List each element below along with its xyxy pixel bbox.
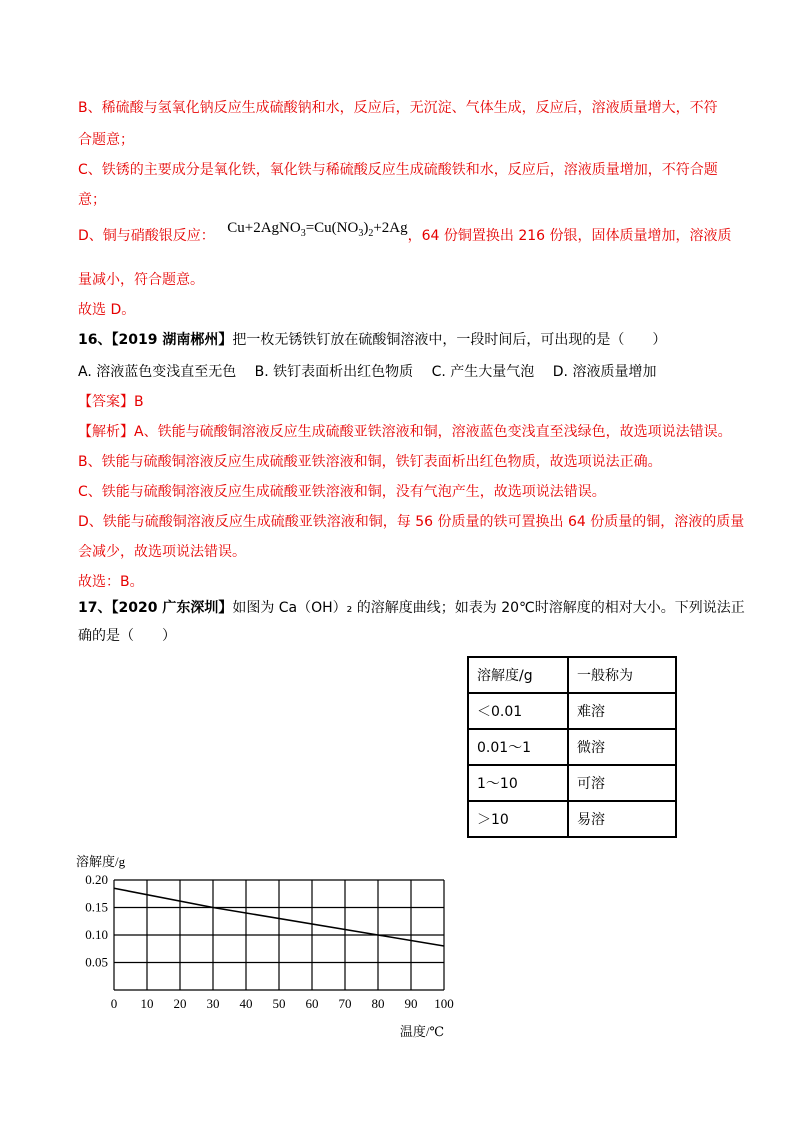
chart-y-tick-label: 0.10 [85, 927, 108, 942]
question-number: 16、 [78, 332, 112, 348]
table-header-row [468, 657, 676, 693]
answer-c-line2: 意； [78, 192, 106, 208]
chart-x-tick-label: 80 [371, 996, 385, 1011]
answer-c-line1: C、铁锈的主要成分是氧化铁，氧化铁与稀硫酸反应生成硫酸铁和水，反应后，溶液质量增加，不符合题 [78, 162, 718, 178]
chart-y-tick-label: 0.05 [85, 954, 108, 970]
question-17-line2: 确的是（ ） [78, 628, 176, 644]
table-cell: ＞10 [468, 801, 568, 837]
table-header: 一般称为 [568, 657, 676, 693]
analysis-b: B、铁能与硫酸铜溶液反应生成硫酸亚铁溶液和铜，铁钉表面析出红色物质，故选项说法正确。 [78, 454, 662, 470]
solubility-table [467, 656, 677, 838]
table-row [468, 765, 676, 801]
answer-d-line2: 量减小，符合题意。 [78, 272, 204, 288]
table-cell: 1～10 [468, 765, 568, 801]
table-header: 溶解度/g [468, 657, 568, 693]
question-number: 17、 [78, 600, 112, 616]
analysis-a: 【解析】A、铁能与硫酸铜溶液反应生成硫酸亚铁溶液和铜，溶液蓝色变浅直至浅绿色，故选项说法错误。 [78, 424, 732, 440]
question-stem: 如图为 Ca（OH）₂ 的溶解度曲线；如表为 20℃时溶解度的相对大小。下列说法正 [232, 600, 745, 616]
question-stem: 把一枚无锈铁钉放在硫酸铜溶液中，一段时间后，可出现的是（ ） [232, 332, 667, 348]
chart-labels [76, 854, 454, 1039]
table-row [468, 693, 676, 729]
analysis-d-line2: 会减少，故选项说法错误。 [78, 544, 246, 560]
table-cell: ＜0.01 [468, 693, 568, 729]
chart-x-tick-label: 50 [272, 996, 286, 1011]
chart-y-tick-label: 0.15 [85, 899, 108, 915]
answer-d-line1 [78, 220, 732, 248]
question-16 [78, 330, 666, 350]
chart-x-tick-label: 90 [404, 996, 418, 1011]
table-row [468, 801, 676, 837]
question-source: 【2019 湖南郴州】 [111, 332, 233, 348]
answer-choice: 故选 D。 [78, 302, 136, 318]
answer-b-line1: B、稀硫酸与氢氧化钠反应生成硫酸钠和水，反应后，无沉淀、气体生成，反应后，溶液质量增大，不符 [78, 100, 718, 116]
solubility-chart [70, 852, 470, 1042]
table-cell: 微溶 [568, 729, 676, 765]
chart-x-tick-label: 40 [239, 996, 253, 1011]
question-source: 【2020 广东深圳】 [111, 600, 233, 616]
analysis-d-line1: D、铁能与硫酸铜溶液反应生成硫酸亚铁溶液和铜，每 56 份质量的铁可置换出 64 份质量的铜，溶液的质量 [78, 514, 745, 530]
answer-d-prefix: D、铜与硝酸银反应： [78, 228, 215, 244]
answer-d-suffix: ，64 份铜置换出 216 份银，固体质量增加，溶液质 [407, 228, 732, 244]
analysis-choice: 故选：B。 [78, 574, 144, 590]
chart-x-tick-label: 30 [206, 996, 220, 1011]
chart-x-tick-label: 20 [173, 996, 187, 1011]
answer-b-line2: 合题意； [78, 132, 134, 148]
chemical-equation: $Cu+2AgNO_3=Cu(NO_3)_2+2Ag$ [227, 220, 408, 239]
table-row [468, 729, 676, 765]
table-cell: 易溶 [568, 801, 676, 837]
chart-x-tick-label: 70 [338, 996, 352, 1011]
chart-x-tick-label: 0 [110, 996, 118, 1011]
chart-x-axis-label: 温度/℃ [399, 1024, 444, 1039]
question-16-options: A. 溶液蓝色变浅直至无色 B. 铁钉表面析出红色物质 C. 产生大量气泡 D. 溶液质量增加 [78, 364, 657, 380]
table-cell: 0.01～1 [468, 729, 568, 765]
answer-label: 【答案】B [78, 394, 144, 410]
table-cell: 难溶 [568, 693, 676, 729]
chart-x-tick-label: 100 [434, 996, 454, 1011]
analysis-c: C、铁能与硫酸铜溶液反应生成硫酸亚铁溶液和铜，没有气泡产生，故选项说法错误。 [78, 484, 606, 500]
chart-y-tick-label: 0.20 [85, 872, 108, 887]
chart-x-tick-label: 10 [140, 996, 154, 1011]
chart-grid [114, 880, 444, 990]
chart-y-axis-label: 溶解度/g [76, 854, 126, 869]
chart-x-tick-label: 60 [305, 996, 319, 1011]
question-17 [78, 598, 745, 618]
table-cell: 可溶 [568, 765, 676, 801]
